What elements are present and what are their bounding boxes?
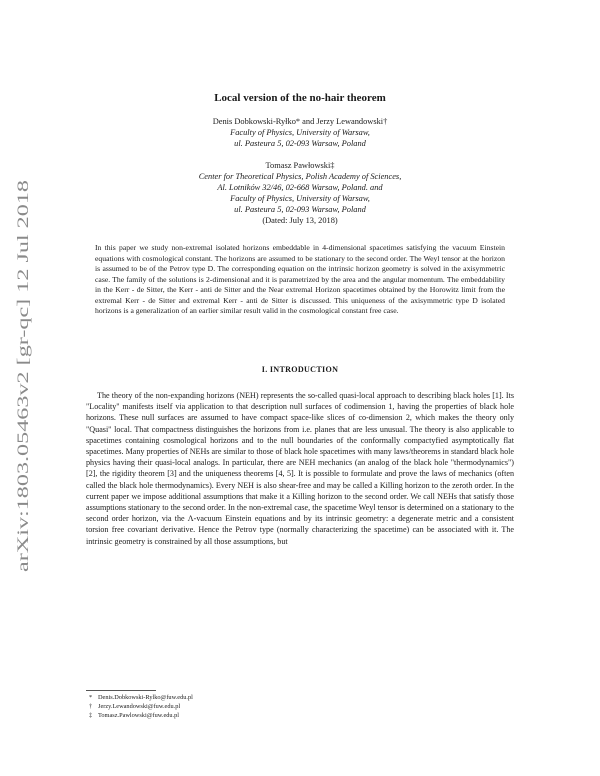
affiliation-2-line-1: Center for Theoretical Physics, Polish Academy of Sciences, (198, 172, 402, 181)
footnotes (86, 693, 514, 720)
footnote-email: Jerzy.Lewandowski@fuw.edu.pl (98, 703, 181, 710)
affiliation-2-line-3: Faculty of Physics, University of Warsaw, (230, 194, 370, 203)
footnote: ‡ Tomasz.Pawlowski@fuw.edu.pl (89, 712, 180, 719)
arxiv-stamp (8, 176, 36, 576)
affiliation-1-line-1: Faculty of Physics, University of Warsaw, (230, 128, 370, 137)
affiliation-2-line-4: ul. Pasteura 5, 02-093 Warsaw, Poland (234, 205, 366, 214)
authors: Denis Dobkowski-Ryłko* and Jerzy Lewandowski† (212, 117, 388, 126)
abstract-text: In this paper we study non-extremal isolated horizons embeddable in 4-dimensional spacetimes satisfying the vacuum Einstein equations with cosmological constant. The horizons are assumed to be stationary to the second order. The Weyl tensor at the horizon is assumed to be of the Petrov type D. The corresponding equation on the intrinsic horizon geometry is solved in the axisymmetric case. The family of the solutions is 2-dimensional and it is parametrized by the area and the angular momentum. The embeddability in the Kerr - de Sitter, the Kerr - anti de Sitter and the Near extremal Horizon spacetimes obtained by the Horowitz limit from the extremal Kerr - de Sitter and extremal Kerr - anti de Sitter is discussed. This uniqueness of the axisymmetric type D isolated horizons is a generalization of an earlier similar result valid in the cosmological constant free case. (95, 243, 505, 315)
introduction-body (86, 390, 514, 547)
affiliation-2-line-2: Al. Lotników 32/46, 02-668 Warsaw, Poland. and (217, 183, 383, 192)
abstract (86, 243, 514, 317)
affiliation-1-line-2: ul. Pasteura 5, 02-093 Warsaw, Poland (234, 139, 366, 148)
footnote-divider (86, 690, 156, 691)
paper-title: Local version of the no-hair theorem (214, 92, 386, 104)
introduction-paragraph: The theory of the non-expanding horizons (NEH) represents the so-called quasi-local approach to describing black holes [1]. Its "Locality" manifests itself via application to that description null surfaces of codimension 1, having the properties of black hole horizons. These null surfaces are assumed to have compact space-like slices of co-dimension 2, which makes the theory only "Quasi" local. That compactness distinguishes the horizons from i.e. planes that are less unusual. The theory is also applicable to spacetimes containing cosmological horizons and to the null boundaries of the conformally compactyfied asymptotically flat spacetimes. Many properties of NEHs are similar to those of black hole spacetimes with many laws/theorems in standard black hole physics having their quasi-local analogs. In particular, there are NEH mechanics (an analog of the black hole "thermodynamics")[2], the rigidity theorem [3] and the uniqueness theorems [4, 5]. It is possible to formulate and prove the laws of mechanics (often called the black hole thermodynamics). Every NEH is also shear-free and may be called a Killing horizon to the zeroth order. In the current paper we impose additional assumptions that make it a Killing horizon to the second order. We call NEHs that satisfy those assumptions stationary to the second order. In the non-extremal case, the spacetime Weyl tensor is determined on a stationary to the second order horizon, via the Λ-vacuum Einstein equations and by its intrinsic geometry: a degenerate metric and a consistent torsion free covariant derivative. Hence the Petrov type (normally characterizing the spacetime) can be associated with it. The intrinsic geometry is constrained by all those assumptions, but (86, 391, 514, 546)
footnote-email: Denis.Dobkowski-Rylko@fuw.edu.pl (98, 694, 193, 701)
footnote-email: Tomasz.Pawlowski@fuw.edu.pl (98, 712, 180, 719)
arxiv-stamp-text: arXiv:1803.05463v2 [gr-qc] 12 Jul 2018 (15, 320, 32, 572)
author-2: Tomasz Pawłowski‡ (265, 161, 335, 170)
footnote: † Jerzy.Lewandowski@fuw.edu.pl (89, 703, 181, 710)
section-heading-introduction: I. INTRODUCTION (261, 365, 339, 374)
dated-line: (Dated: July 13, 2018) (262, 216, 338, 225)
footnote: * Denis.Dobkowski-Rylko@fuw.edu.pl (89, 694, 193, 701)
